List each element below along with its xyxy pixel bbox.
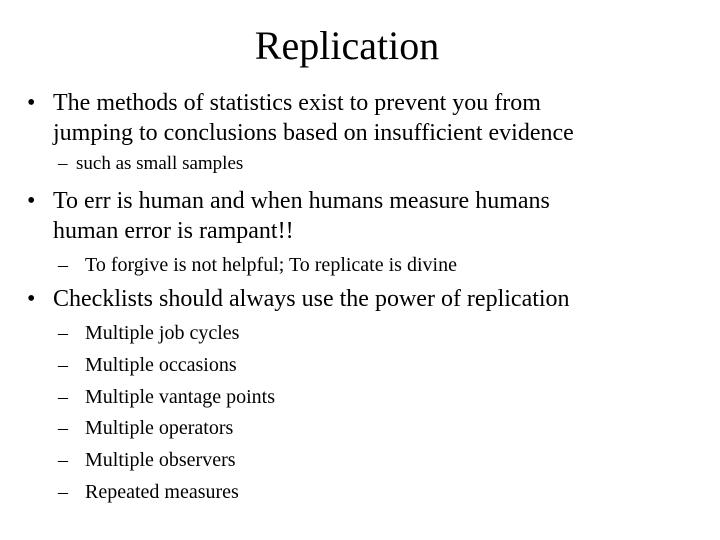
bullet-1-marker: •	[27, 90, 36, 116]
bullet-1-line-2: jumping to conclusions based on insufficient evidence	[53, 120, 574, 146]
bullet-3-sub-1-text: Multiple job cycles	[85, 322, 240, 344]
bullet-3-sub-6-text: Repeated measures	[85, 481, 239, 503]
bullet-3-sub-3-marker: –	[58, 386, 68, 408]
bullet-1-sub-1-marker: –	[58, 153, 68, 174]
bullet-3-sub-3-text: Multiple vantage points	[85, 386, 275, 408]
bullet-3-sub-5-text: Multiple observers	[85, 449, 236, 471]
bullet-2-sub-1	[58, 253, 698, 277]
bullet-3-sub-6	[58, 480, 698, 504]
bullet-1-line-1: The methods of statistics exist to prevent you from	[53, 90, 541, 116]
bullet-3-sub-1-marker: –	[58, 322, 68, 344]
bullet-3-sub-5-marker: –	[58, 449, 68, 471]
bullet-3-sub-6-marker: –	[58, 481, 68, 503]
bullet-1-sub-1-text: such as small samples	[76, 153, 244, 174]
bullet-3-sub-4-text: Multiple operators	[85, 417, 234, 439]
bullet-1-sub-1	[58, 152, 698, 176]
bullet-3-sub-4	[58, 416, 698, 440]
bullet-2-sub-1-marker: –	[58, 254, 68, 276]
bullet-3-sub-3	[58, 385, 698, 409]
slide-title: Replication	[254, 23, 440, 68]
bullet-3	[27, 284, 707, 314]
bullet-3-sub-2-text: Multiple occasions	[85, 354, 237, 376]
bullet-3-marker: •	[27, 286, 36, 312]
bullet-3-line-1: Checklists should always use the power of replication	[53, 286, 570, 312]
bullet-3-sub-1	[58, 321, 698, 345]
bullet-3-sub-4-marker: –	[58, 417, 68, 439]
bullet-3-sub-2-marker: –	[58, 354, 68, 376]
bullet-3-sub-2	[58, 353, 698, 377]
bullet-1	[27, 88, 707, 148]
bullet-2-line-2: human error is rampant!!	[53, 218, 294, 244]
bullet-2-sub-1-text: To forgive is not helpful; To replicate is divine	[85, 254, 457, 276]
bullet-2	[27, 186, 707, 246]
bullet-2-line-1: To err is human and when humans measure humans	[53, 188, 550, 214]
bullet-3-sub-5	[58, 448, 698, 472]
bullet-2-marker: •	[27, 188, 36, 214]
